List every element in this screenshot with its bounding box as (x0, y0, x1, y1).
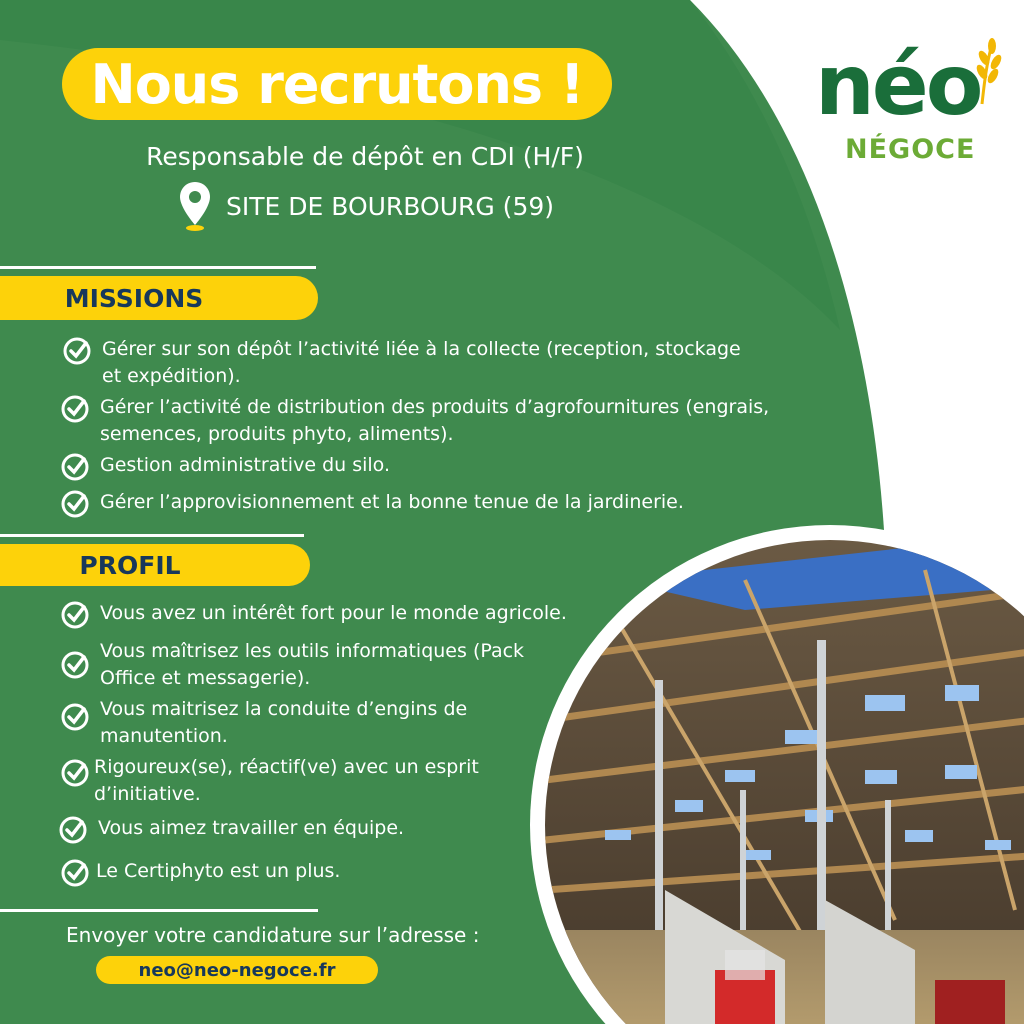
item-text: d’initiative. (94, 783, 201, 805)
location-text: SITE DE BOURBOURG (59) (226, 191, 555, 221)
check-circle-icon (60, 758, 90, 788)
profil-header (0, 544, 310, 586)
missions-label: MISSIONS (64, 283, 204, 313)
item-text: Vous avez un intérêt fort pour le monde agricole. (100, 602, 567, 624)
list-item (60, 489, 800, 519)
item-text: Vous maîtrisez les outils informatiques (Pack (100, 640, 525, 662)
page-title: Nous recrutons ! (90, 52, 584, 116)
list-item (60, 696, 540, 750)
check-circle-icon (62, 336, 92, 366)
section-divider (0, 266, 316, 269)
job-title: Responsable de dépôt en CDI (H/F) (146, 142, 584, 171)
missions-header (0, 276, 318, 320)
email-badge[interactable] (96, 956, 378, 984)
list-item (62, 336, 802, 390)
item-text: Office et messagerie). (100, 667, 311, 689)
title-banner (62, 48, 612, 120)
map-pin-icon (178, 180, 212, 232)
check-circle-icon (60, 394, 90, 424)
item-text: Vous aimez travailler en équipe. (98, 817, 405, 839)
list-item (60, 600, 620, 630)
item-text: manutention. (100, 725, 228, 747)
section-divider (0, 534, 304, 537)
list-item (60, 452, 800, 482)
list-item (60, 754, 540, 808)
item-text: Vous maitrisez la conduite d’engins de (100, 698, 468, 720)
list-item (60, 858, 540, 888)
section-divider (0, 909, 318, 912)
list-item (58, 815, 538, 845)
list-item (60, 394, 820, 448)
list-item (60, 638, 560, 692)
apply-instructions: Envoyer votre candidature sur l’adresse : (66, 923, 480, 947)
check-circle-icon (60, 600, 90, 630)
check-circle-icon (60, 452, 90, 482)
brand-logo: néo (815, 36, 981, 134)
location-row (178, 180, 554, 232)
item-text: Gérer l’approvisionnement et la bonne tenue de la jardinerie. (100, 491, 684, 513)
check-circle-icon (60, 489, 90, 519)
check-circle-icon (60, 650, 90, 680)
item-text: Gestion administrative du silo. (100, 454, 390, 476)
item-text: Gérer sur son dépôt l’activité liée à la collecte (reception, stockage (102, 338, 741, 360)
brand-logo-subtitle: NÉGOCE (845, 134, 976, 165)
check-circle-icon (60, 858, 90, 888)
profil-label: PROFIL (79, 550, 181, 580)
wheat-icon (962, 36, 1002, 106)
item-text: et expédition). (102, 365, 241, 387)
email-link[interactable]: neo@neo-negoce.fr (138, 959, 336, 981)
check-circle-icon (60, 702, 90, 732)
item-text: Le Certiphyto est un plus. (96, 860, 341, 882)
item-text: semences, produits phyto, aliments). (100, 423, 454, 445)
item-text: Gérer l’activité de distribution des produits d’agrofournitures (engrais, (100, 396, 770, 418)
item-text: Rigoureux(se), réactif(ve) avec un esprit (94, 756, 479, 778)
check-circle-icon (58, 815, 88, 845)
